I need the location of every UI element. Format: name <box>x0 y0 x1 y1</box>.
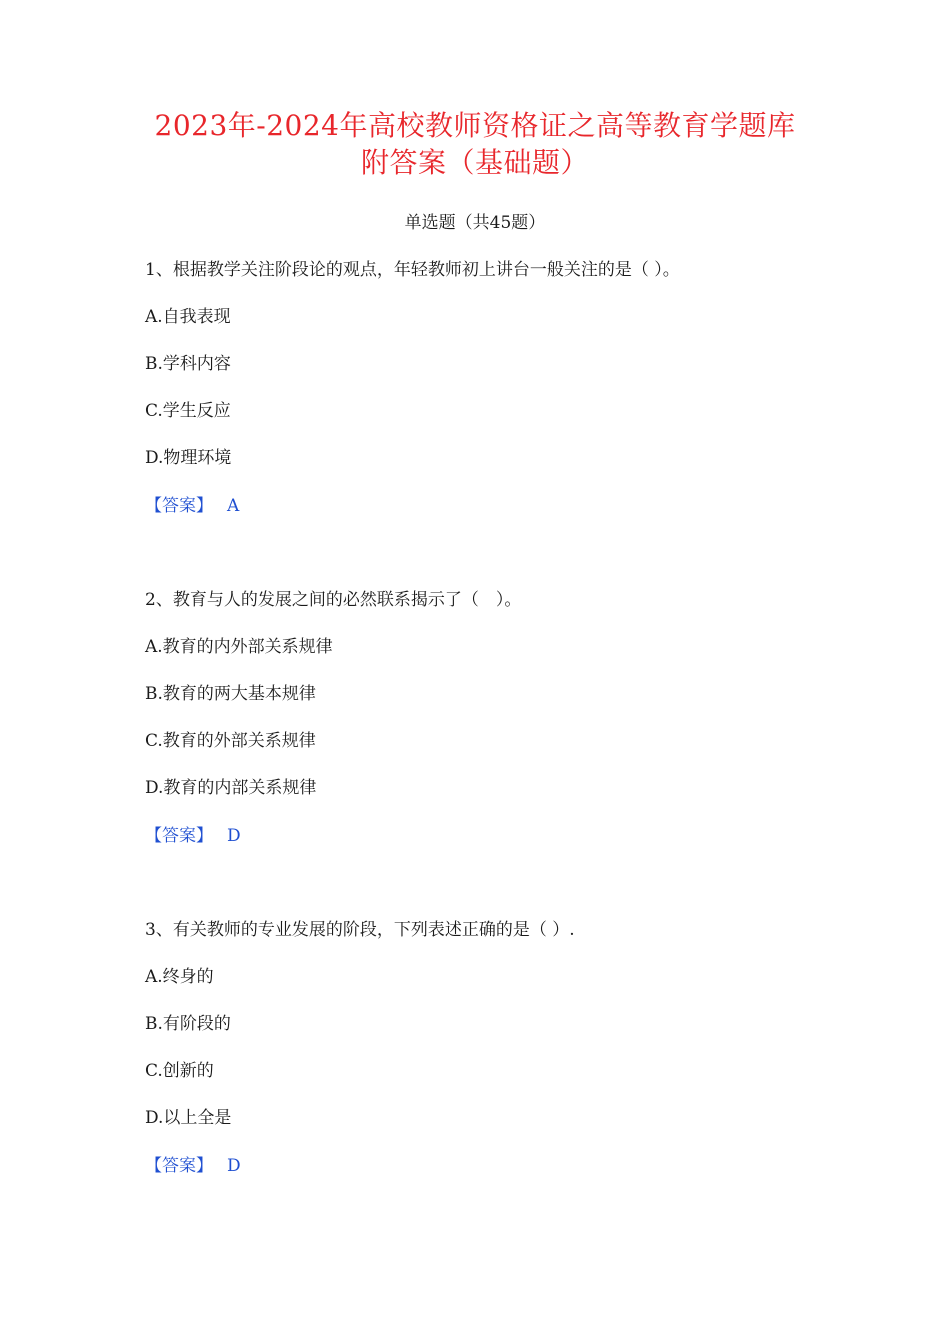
question-1-option-b: B.学科内容 <box>145 354 231 374</box>
question-2-option-a: A.教育的内外部关系规律 <box>145 637 333 657</box>
question-stem-1: 1、根据教学关注阶段论的观点，年轻教师初上讲台一般关注的是（ ）。 <box>145 260 680 280</box>
document-title-line2: 附答案（基础题） <box>360 146 589 179</box>
question-stem-3: 3、有关教师的专业发展的阶段，下列表述正确的是（ ）. <box>145 920 575 940</box>
question-2-answer <box>145 824 241 848</box>
question-1-option-c: C.学生反应 <box>145 401 231 421</box>
question-3-option-b: B.有阶段的 <box>145 1014 231 1034</box>
answer-label: 【答案】 <box>145 496 213 516</box>
question-3-option-a: A.终身的 <box>145 967 214 987</box>
document-title-line1: 2023年-2024年高校教师资格证之高等教育学题库 <box>154 109 796 142</box>
question-1-option-d: D.物理环境 <box>145 448 232 468</box>
question-3-option-d: D.以上全是 <box>145 1108 232 1128</box>
question-1-option-a: A.自我表现 <box>145 307 231 327</box>
answer-value: D <box>227 826 241 846</box>
question-2-option-d: D.教育的内部关系规律 <box>145 778 317 798</box>
question-2-option-c: C.教育的外部关系规律 <box>145 731 316 751</box>
section-heading: 单选题（共45题） <box>404 213 546 233</box>
answer-label: 【答案】 <box>145 826 213 846</box>
question-stem-2: 2、教育与人的发展之间的必然联系揭示了（ ）。 <box>145 590 522 610</box>
answer-value: A <box>227 496 240 516</box>
answer-value: D <box>227 1156 241 1176</box>
question-2-option-b: B.教育的两大基本规律 <box>145 684 316 704</box>
question-1-answer <box>145 494 239 518</box>
answer-label: 【答案】 <box>145 1156 213 1176</box>
question-3-answer <box>145 1154 241 1178</box>
question-3-option-c: C.创新的 <box>145 1061 214 1081</box>
